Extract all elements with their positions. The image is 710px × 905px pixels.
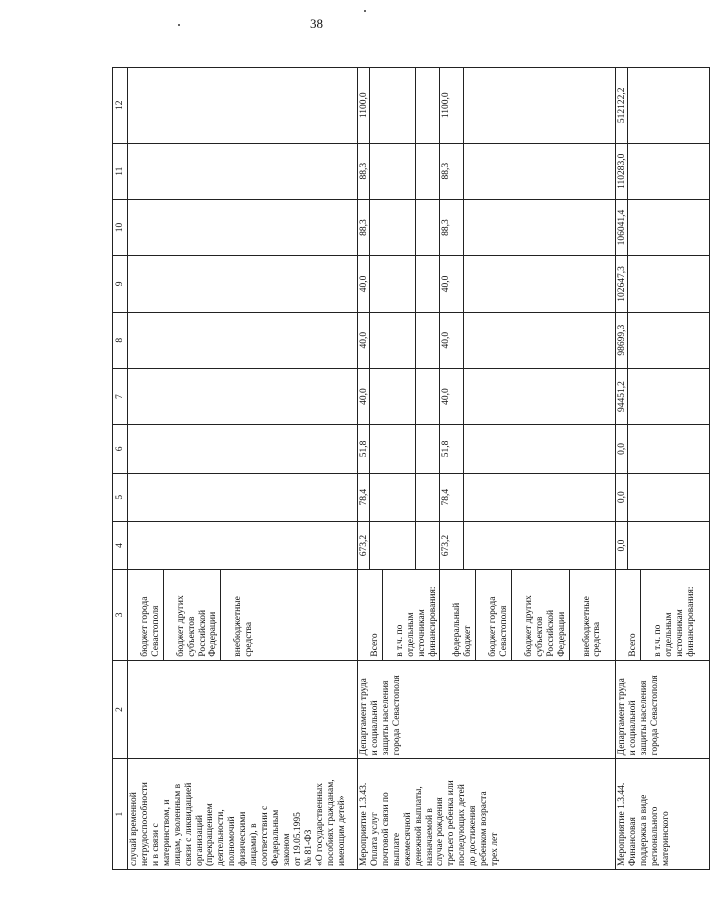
source-item: Всего	[627, 570, 641, 660]
value-cell	[358, 473, 616, 521]
value-cell	[616, 312, 709, 368]
col-number: 3	[113, 570, 128, 661]
table-row-continuation	[128, 68, 358, 870]
rotated-table-wrapper	[112, 67, 696, 870]
total-value: 88,3	[358, 144, 370, 199]
sources-cell	[358, 570, 616, 661]
blank-subcell	[416, 68, 440, 143]
blank-subcell	[628, 369, 708, 424]
blank-subcell	[464, 369, 615, 424]
col-number: 5	[113, 473, 128, 521]
source-item: бюджет города Севастополя	[139, 570, 164, 660]
city-value: 78,4	[440, 474, 464, 521]
blank-subcell	[370, 313, 416, 368]
col-number: 11	[113, 143, 128, 199]
value-cell	[358, 256, 616, 312]
executor-cell: Департамент труда и социальной защиты населения города Севастополя	[616, 660, 709, 759]
value-cell	[616, 368, 709, 424]
value-cell	[616, 143, 709, 199]
blank-subcell	[370, 200, 416, 255]
value-cell	[128, 256, 358, 312]
city-value: 88,3	[440, 200, 464, 255]
sources-cell	[616, 570, 709, 661]
value-cell	[358, 521, 616, 569]
blank-subcell	[628, 522, 708, 569]
source-item: бюджет других субъектов Российской Федерации	[175, 570, 222, 660]
col-number: 4	[113, 521, 128, 569]
total-value: 0,0	[616, 474, 628, 521]
value-cell	[616, 425, 709, 473]
table-row-measure-1343	[358, 68, 616, 870]
total-value: 110283,0	[616, 144, 628, 199]
value-cell	[128, 312, 358, 368]
blank-subcell	[370, 144, 416, 199]
blank-subcell	[464, 256, 615, 311]
total-value: 102647,3	[616, 256, 628, 311]
total-value: 98699,3	[616, 313, 628, 368]
blank-subcell	[416, 522, 440, 569]
value-cell	[616, 473, 709, 521]
total-value: 0,0	[616, 425, 628, 472]
total-value: 1100,0	[358, 68, 370, 143]
blank-subcell	[464, 425, 615, 472]
table-row-measure-1344	[616, 68, 709, 870]
col-number: 1	[113, 759, 128, 870]
blank-subcell	[370, 369, 416, 424]
total-value: 40,0	[358, 256, 370, 311]
page-number: 38	[310, 16, 323, 31]
source-item: в т.ч. по отдельным источникам финансирования:	[653, 586, 696, 657]
blank-subcell	[464, 313, 615, 368]
value-cell	[358, 368, 616, 424]
value-cell	[616, 256, 709, 312]
blank-subcell	[370, 425, 416, 472]
value-cell	[128, 368, 358, 424]
blank-subcell	[464, 200, 615, 255]
measure-cell: случай временной нетрудоспособности и в связи с материнством, и лицам, уволенным в связи с ликвидацией организаций (прекращением деятельности, полномочий физическими лицами), в соответствии с Федеральным законом от 19.05.1995 № 81-ФЗ «О государственных пособиях гражданам, имеющим детей»	[128, 759, 358, 870]
blank-subcell	[370, 256, 416, 311]
blank-subcell	[464, 474, 615, 521]
measure-cell: Мероприятие 1.3.43. Оплата услуг почтовой связи по выплате ежемесячной денежной выплаты, назначаемой в случае рождения третьего ребенка или последующих детей до достижения ребенком возраста трех лет	[358, 759, 616, 870]
executor-cell: Департамент труда и социальной защиты населения города Севастополя	[358, 660, 616, 759]
blank-subcell	[628, 144, 708, 199]
value-cell	[358, 68, 616, 144]
col-number: 2	[113, 660, 128, 759]
value-cell	[616, 521, 709, 569]
total-value: 94451,2	[616, 369, 628, 424]
city-value: 40,0	[440, 369, 464, 424]
blank-subcell	[464, 68, 615, 143]
total-value: 40,0	[358, 313, 370, 368]
total-value: 106041,4	[616, 200, 628, 255]
blank-subcell	[416, 369, 440, 424]
total-value: 0,0	[616, 522, 628, 569]
value-cell	[358, 143, 616, 199]
value-cell	[128, 199, 358, 255]
scan-speck	[364, 10, 366, 12]
source-item: внебюджетные средства	[581, 596, 603, 657]
column-number-row	[113, 68, 128, 870]
col-number: 8	[113, 312, 128, 368]
total-value: 78,4	[358, 474, 370, 521]
value-cell	[128, 521, 358, 569]
blank-subcell	[464, 522, 615, 569]
blank-subcell	[416, 256, 440, 311]
value-cell	[128, 68, 358, 144]
value-cell	[616, 68, 709, 144]
city-value: 51,8	[440, 425, 464, 472]
source-item: Всего	[369, 570, 383, 660]
value-cell	[358, 199, 616, 255]
value-cell	[128, 473, 358, 521]
col-number: 10	[113, 199, 128, 255]
blank-subcell	[628, 200, 708, 255]
executor-cell	[128, 660, 358, 759]
total-value: 512122,2	[616, 68, 628, 143]
sources-cell	[128, 570, 358, 661]
blank-subcell	[628, 313, 708, 368]
scan-speck	[178, 24, 180, 26]
source-item: федеральный бюджет	[451, 570, 476, 660]
col-number: 6	[113, 425, 128, 473]
value-cell	[358, 425, 616, 473]
blank-subcell	[416, 200, 440, 255]
blank-subcell	[416, 425, 440, 472]
city-value: 88,3	[440, 144, 464, 199]
blank-subcell	[370, 68, 416, 143]
blank-subcell	[416, 144, 440, 199]
source-item: внебюджетные средства	[233, 596, 255, 657]
blank-subcell	[370, 474, 416, 521]
value-cell	[616, 199, 709, 255]
total-value: 88,3	[358, 200, 370, 255]
total-value: 40,0	[358, 369, 370, 424]
blank-subcell	[416, 313, 440, 368]
col-number: 7	[113, 368, 128, 424]
source-item: бюджет других субъектов Российской Федерации	[523, 570, 570, 660]
col-number: 12	[113, 68, 128, 144]
city-value: 40,0	[440, 313, 464, 368]
blank-subcell	[628, 425, 708, 472]
city-value: 40,0	[440, 256, 464, 311]
source-item: бюджет города Севастополя	[487, 570, 512, 660]
value-cell	[128, 425, 358, 473]
blank-subcell	[628, 68, 708, 143]
blank-subcell	[464, 144, 615, 199]
value-cell	[358, 312, 616, 368]
total-value: 51,8	[358, 425, 370, 472]
measure-cell: Мероприятие 1.3.44. Финансовая поддержка в виде регионального материнского	[616, 759, 709, 870]
blank-subcell	[416, 474, 440, 521]
blank-subcell	[628, 256, 708, 311]
value-cell	[128, 143, 358, 199]
city-value: 673,2	[440, 522, 464, 569]
source-item: в т.ч. по отдельным источникам финансирования:	[394, 570, 441, 660]
blank-subcell	[628, 474, 708, 521]
col-number: 9	[113, 256, 128, 312]
city-value: 1100,0	[440, 68, 464, 143]
total-value: 673,2	[358, 522, 370, 569]
blank-subcell	[370, 522, 416, 569]
funding-table	[112, 67, 710, 870]
